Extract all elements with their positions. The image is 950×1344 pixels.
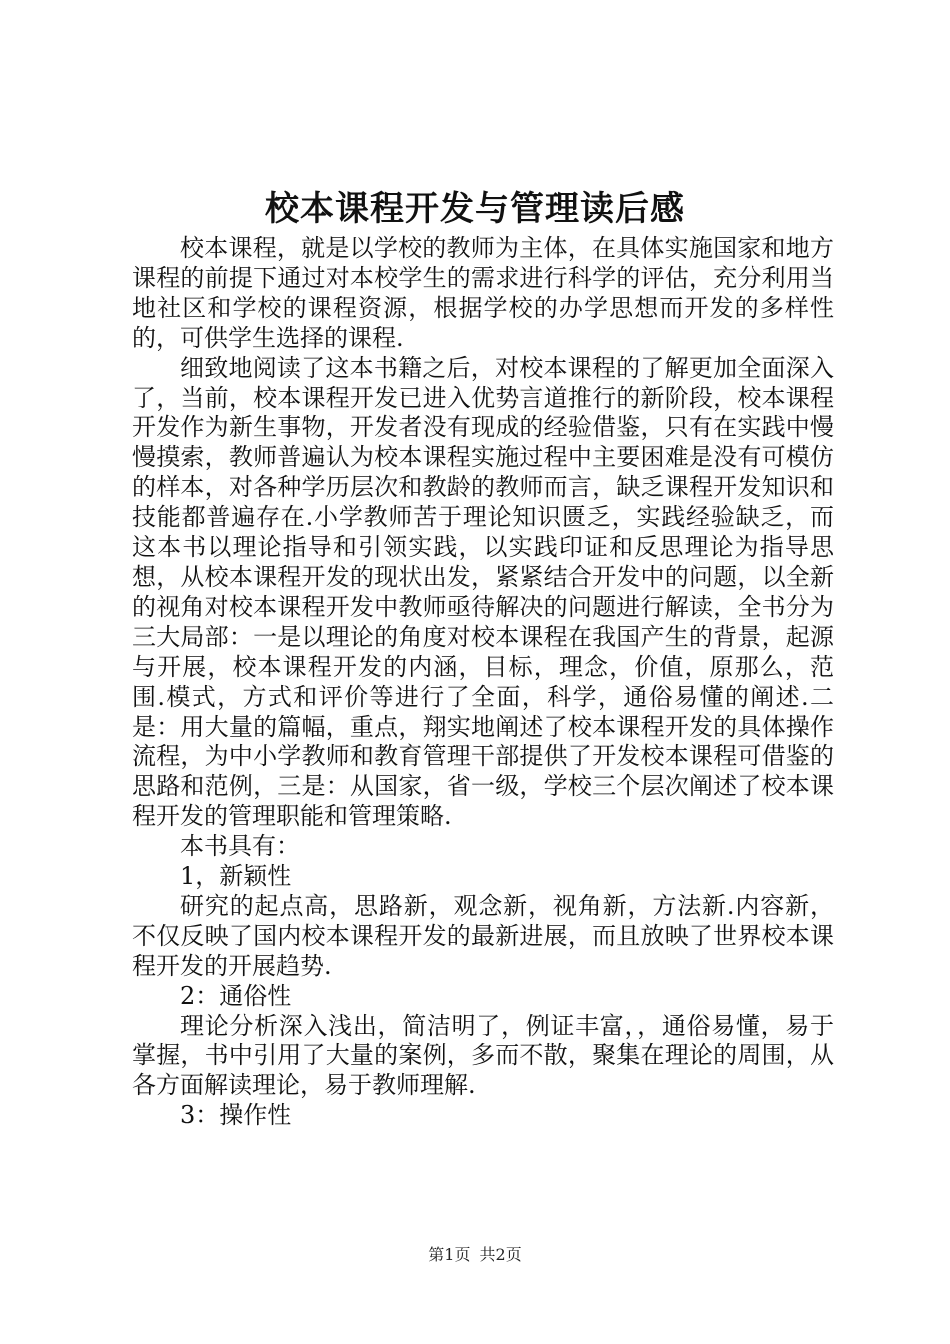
page-number: 第1页 (428, 1245, 471, 1264)
paragraph-features-intro: 本书具有： (180, 832, 300, 861)
document-body (132, 234, 834, 1131)
paragraph-novelty: 研究的起点高，思路新，观念新，视角新，方法新.内容新，不仅反映了国内校本课程开发的最新进展，而且放映了世界校本课程开发的开展趋势. (132, 891, 834, 980)
paragraph-reading: 细致地阅读了这本书籍之后，对校本课程的了解更加全面深入了，当前，校本课程开发已进入优势言道推行的新阶段，校本课程开发作为新生事物，开发者没有现成的经验借鉴，只有在实践中慢慢摸索，教师普遍认为校本课程实施过程中主要困难是没有可模仿的样本，对各种学历层次和教龄的教师而言，缺乏课程开发知识和技能都普遍存在.小学教师苦于理论知识匮乏，实践经验缺乏，而这本书以理论指导和引领实践，以实践印证和反思理论为指导思想，从校本课程开发的现状出发，紧紧结合开发中的问题，以全新的视角对校本课程开发中教师亟待解决的问题进行解读，全书分为三大局部：一是以理论的角度对校本课程在我国产生的背景，起源与开展，校本课程开发的内涵，目标，理念，价值，原那么，范围.模式，方式和评价等进行了全面，科学，通俗易懂的阐述.二是：用大量的篇幅，重点，翔实地阐述了校本课程开发的具体操作流程，为中小学教师和教育管理干部提供了开发校本课程可借鉴的思路和范例，三是：从国家，省一级，学校三个层次阐述了校本课程开发的管理职能和管理策略. (132, 353, 834, 831)
paragraph-accessibility: 理论分析深入浅出，简洁明了，例证丰富，，通俗易懂，易于掌握，书中引用了大量的案例，多而不散，聚集在理论的周围，从各方面解读理论，易于教师理解. (132, 1011, 834, 1100)
page-footer (0, 1244, 950, 1266)
heading-accessibility: 2：通俗性 (180, 981, 292, 1010)
heading-operability: 3：操作性 (180, 1101, 292, 1130)
heading-novelty: 1，新颖性 (180, 862, 292, 891)
page-title: 校本课程开发与管理读后感 (265, 189, 685, 229)
page-total: 共2页 (479, 1245, 522, 1264)
paragraph-definition: 校本课程，就是以学校的教师为主体，在具体实施国家和地方课程的前提下通过对本校学生的需求进行科学的评估，充分利用当地社区和学校的课程资源，根据学校的办学思想而开发的多样性的，可供学生选择的课程. (132, 234, 834, 352)
